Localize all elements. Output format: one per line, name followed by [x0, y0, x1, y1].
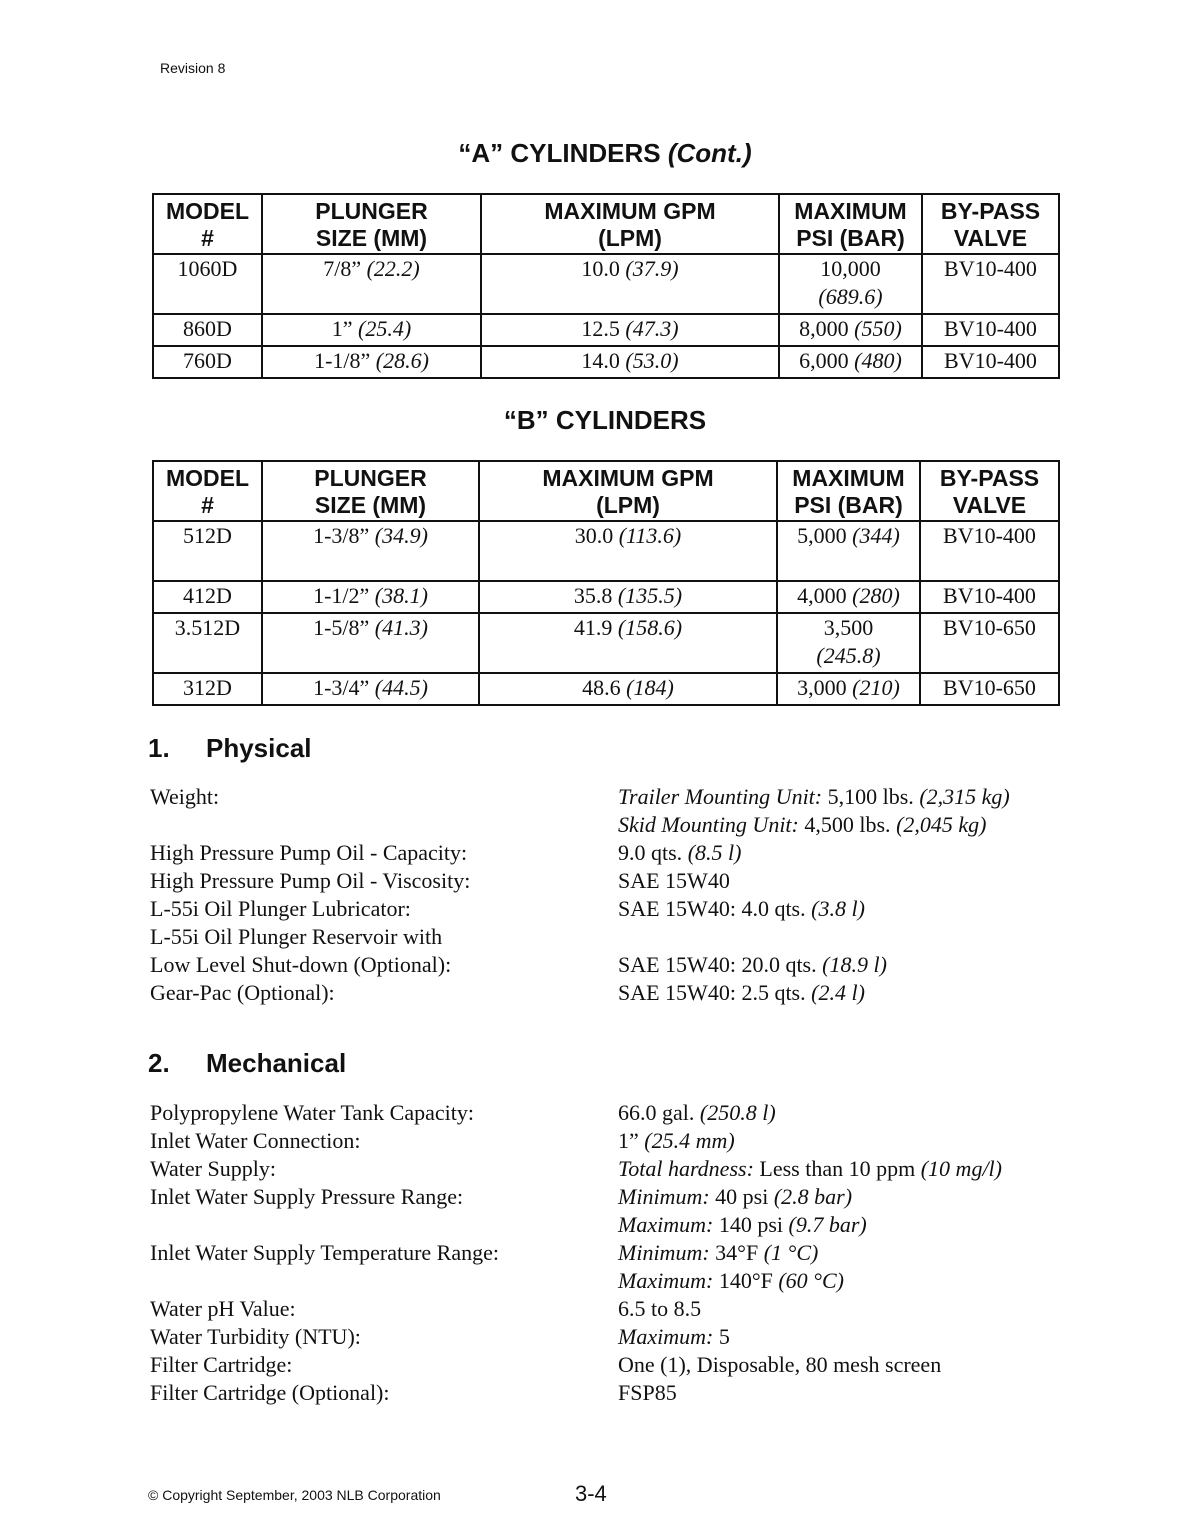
cell-value: BV10-400 [943, 523, 1036, 548]
header-line-1: MAXIMUM GPM [544, 198, 716, 224]
table-cell [777, 581, 920, 613]
cell-metric-value: (550) [848, 316, 902, 341]
table-row [153, 581, 1059, 613]
table-cell [479, 673, 777, 705]
cell-value: 3,500 [823, 615, 874, 640]
spec-value [618, 839, 741, 867]
spec-row [150, 1351, 1090, 1379]
header-line-1: MODEL [165, 465, 250, 491]
table-b-title: “B” CYLINDERS [503, 405, 707, 435]
table-a-title-suffix: (Cont.) [667, 138, 752, 168]
cell-metric-value: (37.9) [619, 256, 679, 281]
header-line-1: MAXIMUM [794, 198, 907, 224]
spec-value-part: 5,100 lbs. [822, 784, 920, 809]
cell-value: 10.0 [581, 256, 620, 281]
cell-value: 412D [183, 583, 232, 608]
spec-label: L-55i Oil Plunger Reservoir with [150, 924, 443, 949]
table-cell [481, 254, 779, 314]
section-mechanical-heading [148, 1048, 346, 1079]
table-cell [777, 673, 920, 705]
table-cell [262, 613, 479, 673]
spec-label [150, 811, 618, 839]
spec-value-part: 140 psi [713, 1212, 789, 1237]
spec-label: High Pressure Pump Oil - Viscosity: [150, 868, 471, 893]
table-cell [920, 521, 1059, 581]
spec-value-part: Minimum: [618, 1184, 710, 1209]
cell-value: 3.512D [174, 615, 241, 640]
spec-row [150, 839, 1090, 867]
header-line-2: (LPM) [596, 492, 660, 518]
header-line-2: (LPM) [598, 225, 662, 251]
spec-value-part: (25.4 mm) [644, 1128, 735, 1153]
column-header [481, 194, 779, 254]
spec-value-part: (250.8 l) [699, 1100, 776, 1125]
cell-value: 6,000 [799, 348, 849, 373]
spec-value [618, 1267, 844, 1295]
spec-label: Low Level Shut-down (Optional): [150, 952, 452, 977]
header-line-1: MODEL [165, 198, 250, 224]
cell-value: 860D [183, 316, 232, 341]
spec-label [150, 1267, 618, 1295]
table-row [153, 521, 1059, 581]
cell-metric-value: (25.4) [352, 316, 412, 341]
spec-row [150, 1267, 1090, 1295]
spec-value [618, 1323, 730, 1351]
spec-value-part: Less than 10 ppm [753, 1156, 921, 1181]
spec-value-part: (2,045 kg) [896, 812, 987, 837]
spec-value-part: 34°F [709, 1240, 764, 1265]
column-header [262, 461, 479, 521]
cell-value: 4,000 [797, 583, 847, 608]
table-cell [920, 673, 1059, 705]
table-cell [262, 254, 481, 314]
spec-value-part: (2,315 kg) [919, 784, 1010, 809]
spec-row [150, 1099, 1090, 1127]
spec-row [150, 867, 1090, 895]
cell-metric-value: (47.3) [619, 316, 679, 341]
spec-value-part: One (1), Disposable, 80 mesh screen [618, 1352, 942, 1377]
spec-label: L-55i Oil Plunger Lubricator: [150, 896, 411, 921]
spec-value-part: Maximum: [618, 1324, 714, 1349]
cell-value: 48.6 [582, 675, 621, 700]
cell-value: 1060D [177, 256, 238, 281]
spec-row [150, 923, 1090, 951]
spec-value-part: SAE 15W40 [618, 868, 730, 893]
table-row [153, 314, 1059, 346]
table-cell [481, 346, 779, 378]
spec-value [618, 895, 865, 923]
header-line-2: # [201, 492, 214, 518]
cell-value: 8,000 [799, 316, 849, 341]
section-number: 2. [148, 1048, 170, 1078]
header-line-1: BY-PASS [939, 465, 1040, 491]
spec-value-part: Maximum: [618, 1268, 714, 1293]
cell-metric-value: (44.5) [369, 675, 428, 700]
cell-metric-value: (41.3) [369, 615, 428, 640]
table-cell [920, 613, 1059, 673]
spec-label: Polypropylene Water Tank Capacity: [150, 1100, 474, 1125]
spec-value-part: Trailer Mounting Unit: [618, 784, 823, 809]
spec-value-part: 1” [618, 1128, 645, 1153]
cell-metric-value: (158.6) [612, 615, 683, 640]
cell-value: BV10-400 [944, 348, 1037, 373]
physical-spec-list [150, 783, 1090, 1007]
table-row [153, 673, 1059, 705]
cell-metric-value: (480) [848, 348, 902, 373]
table-cell [262, 673, 479, 705]
column-header [777, 461, 920, 521]
spec-value [618, 1127, 735, 1155]
spec-value [618, 811, 986, 839]
table-a-cylinders [152, 193, 1060, 379]
cell-value: 14.0 [581, 348, 620, 373]
cell-metric-value: (280) [846, 583, 900, 608]
cell-value: 1-3/4” [313, 675, 370, 700]
spec-label: Gear-Pac (Optional): [150, 980, 335, 1005]
table-a-title-text: “A” CYLINDERS [458, 138, 661, 168]
cell-value: BV10-650 [943, 615, 1036, 640]
cell-metric-value: (22.2) [361, 256, 420, 281]
spec-value [618, 1239, 818, 1267]
spec-value-part: 66.0 gal. [618, 1100, 700, 1125]
spec-value [618, 979, 865, 1007]
spec-row [150, 1323, 1090, 1351]
spec-value-part: (3.8 l) [811, 896, 865, 921]
spec-value-part: 6.5 to 8.5 [618, 1296, 702, 1321]
spec-label: Water Turbidity (NTU): [150, 1324, 361, 1349]
cell-value: BV10-650 [943, 675, 1036, 700]
cell-metric-value: (689.6) [818, 284, 883, 309]
cell-value: 30.0 [574, 523, 614, 548]
table-cell [153, 521, 262, 581]
spec-value-part: FSP85 [618, 1380, 677, 1405]
spec-value-part: (2.8 bar) [773, 1184, 853, 1209]
cell-value: 35.8 [573, 583, 613, 608]
cell-value: 12.5 [581, 316, 620, 341]
cell-metric-value: (28.6) [370, 348, 429, 373]
cell-value: BV10-400 [944, 256, 1037, 281]
spec-row [150, 1211, 1090, 1239]
spec-value [618, 1295, 701, 1323]
section-physical-heading [148, 733, 312, 764]
cell-metric-value: (113.6) [613, 523, 682, 548]
cell-metric-value: (245.8) [816, 643, 881, 668]
table-header-row [153, 461, 1059, 521]
table-cell [779, 346, 922, 378]
cell-metric-value: (53.0) [619, 348, 679, 373]
spec-value-part: (18.9 l) [822, 952, 887, 977]
table-cell [153, 254, 262, 314]
spec-label: Water Supply: [150, 1156, 276, 1181]
cell-value: 7/8” [323, 256, 362, 281]
spec-row [150, 783, 1090, 811]
spec-row [150, 1239, 1090, 1267]
table-cell [479, 581, 777, 613]
cell-value: 312D [183, 675, 232, 700]
cell-value: BV10-400 [944, 316, 1037, 341]
table-cell [479, 521, 777, 581]
table-cell [777, 613, 920, 673]
cell-value: 3,000 [797, 675, 847, 700]
table-cell [153, 346, 262, 378]
spec-value-part: SAE 15W40: 2.5 qts. [618, 980, 812, 1005]
cell-value: 1-5/8” [313, 615, 370, 640]
table-cell [779, 254, 922, 314]
table-cell [922, 314, 1059, 346]
table-cell [479, 613, 777, 673]
spec-value-part: (60 °C) [778, 1268, 844, 1293]
spec-value [618, 1183, 852, 1211]
spec-value [618, 1211, 867, 1239]
spec-row [150, 811, 1090, 839]
cell-metric-value: (344) [846, 523, 900, 548]
spec-label: Water pH Value: [150, 1296, 296, 1321]
table-cell [153, 314, 262, 346]
spec-label: High Pressure Pump Oil - Capacity: [150, 840, 468, 865]
table-row [153, 346, 1059, 378]
mechanical-spec-list [150, 1099, 1090, 1407]
header-line-2: PSI (BAR) [796, 225, 905, 251]
table-row [153, 254, 1059, 314]
spec-value-part: 4,500 lbs. [798, 812, 897, 837]
spec-value-part: 140°F [713, 1268, 779, 1293]
header-line-2: SIZE (MM) [314, 492, 427, 518]
table-cell [153, 613, 262, 673]
spec-value [618, 1351, 941, 1379]
cell-value: 512D [183, 523, 232, 548]
spec-value [618, 1379, 677, 1407]
table-a-title [0, 138, 1183, 169]
table-cell [262, 346, 481, 378]
column-header [920, 461, 1059, 521]
cell-value: 10,000 [820, 256, 881, 281]
spec-value-part: SAE 15W40: 4.0 qts. [618, 896, 812, 921]
table-b-cylinders [152, 460, 1060, 706]
table-cell [153, 673, 262, 705]
column-header [922, 194, 1059, 254]
spec-label: Filter Cartridge (Optional): [150, 1380, 390, 1405]
spec-label: Inlet Water Supply Pressure Range: [150, 1184, 464, 1209]
section-number: 1. [148, 733, 170, 763]
spec-label [150, 1211, 618, 1239]
spec-value-part: (8.5 l) [687, 840, 742, 865]
spec-value [618, 783, 1010, 811]
cell-value: 5,000 [797, 523, 847, 548]
header-line-2: VALVE [953, 225, 1028, 251]
spec-value [618, 867, 730, 895]
header-line-1: PLUNGER [315, 198, 428, 224]
column-header [153, 461, 262, 521]
spec-value-part: (2.4 l) [811, 980, 865, 1005]
cell-value: 1-3/8” [313, 523, 370, 548]
spec-row [150, 951, 1090, 979]
spec-row [150, 979, 1090, 1007]
revision-label: Revision 8 [160, 60, 226, 76]
table-cell [777, 521, 920, 581]
table-header-row [153, 194, 1059, 254]
cell-metric-value: (34.9) [369, 523, 428, 548]
cell-value: 1-1/2” [313, 583, 370, 608]
table-cell [262, 581, 479, 613]
column-header [479, 461, 777, 521]
cell-metric-value: (184) [620, 675, 674, 700]
spec-value-part: (10 mg/l) [920, 1156, 1002, 1181]
spec-value-part: (1 °C) [763, 1240, 819, 1265]
spec-value [618, 1155, 1002, 1183]
section-title: Mechanical [206, 1048, 347, 1078]
header-line-2: SIZE (MM) [315, 225, 428, 251]
spec-value [618, 951, 887, 979]
header-line-2: # [201, 225, 214, 251]
table-cell [262, 521, 479, 581]
cell-metric-value: (210) [846, 675, 900, 700]
spec-label: Inlet Water Connection: [150, 1128, 361, 1153]
spec-value-part: (9.7 bar) [788, 1212, 867, 1237]
table-cell [920, 581, 1059, 613]
spec-value-part: Total hardness: [618, 1156, 754, 1181]
spec-row [150, 1379, 1090, 1407]
spec-label: Weight: [150, 784, 220, 809]
spec-value-part: SAE 15W40: 20.0 qts. [618, 952, 823, 977]
spec-value-part: Maximum: [618, 1212, 714, 1237]
column-header [262, 194, 481, 254]
cell-value: 41.9 [573, 615, 613, 640]
column-header [153, 194, 262, 254]
column-header [779, 194, 922, 254]
table-cell [779, 314, 922, 346]
table-cell [922, 254, 1059, 314]
cell-value: BV10-400 [943, 583, 1036, 608]
spec-row [150, 1295, 1090, 1323]
cell-value: 1” [331, 316, 353, 341]
header-line-1: MAXIMUM GPM [542, 465, 714, 491]
header-line-2: VALVE [952, 492, 1027, 518]
spec-value-part: 40 psi [709, 1184, 774, 1209]
header-line-1: MAXIMUM [792, 465, 905, 491]
spec-row [150, 1183, 1090, 1211]
header-line-1: BY-PASS [940, 198, 1041, 224]
cell-value: 1-1/8” [314, 348, 371, 373]
table-cell [481, 314, 779, 346]
table-cell [262, 314, 481, 346]
spec-value-part: Minimum: [618, 1240, 710, 1265]
spec-row [150, 1155, 1090, 1183]
spec-row [150, 1127, 1090, 1155]
section-title: Physical [206, 733, 312, 763]
spec-value-part: 5 [713, 1324, 730, 1349]
spec-value [618, 1099, 776, 1127]
cell-metric-value: (38.1) [369, 583, 428, 608]
cell-metric-value: (135.5) [612, 583, 683, 608]
copyright-footer: © Copyright September, 2003 NLB Corporation [148, 1487, 441, 1503]
cell-value: 760D [183, 348, 232, 373]
spec-label: Inlet Water Supply Temperature Range: [150, 1240, 499, 1265]
page-number: 3-4 [575, 1481, 607, 1506]
spec-label: Filter Cartridge: [150, 1352, 293, 1377]
header-line-2: PSI (BAR) [794, 492, 903, 518]
header-line-1: PLUNGER [314, 465, 427, 491]
spec-value-part: Skid Mounting Unit: [618, 812, 799, 837]
spec-value-part: 9.0 qts. [618, 840, 688, 865]
spec-row [150, 895, 1090, 923]
table-row [153, 613, 1059, 673]
table-cell [153, 581, 262, 613]
table-cell [922, 346, 1059, 378]
